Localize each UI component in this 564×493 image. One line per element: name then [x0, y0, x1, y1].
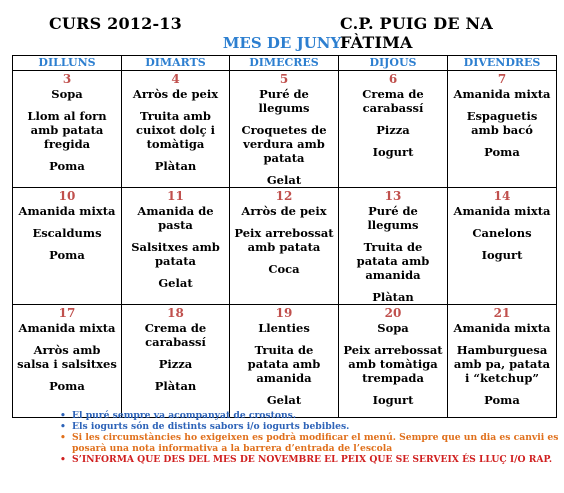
- dish-item: Amanida mixta: [453, 204, 551, 218]
- dish-item: Pizza: [376, 123, 410, 137]
- bullet-icon: •: [60, 410, 66, 421]
- weekday-header-row: [13, 56, 557, 71]
- day-number: 10: [58, 189, 76, 203]
- notes-list: [60, 410, 559, 465]
- day-cell: [448, 188, 557, 305]
- day-cell: [448, 305, 557, 418]
- week-row: [13, 188, 557, 305]
- dish-item: Poma: [49, 379, 85, 393]
- day-cell: [339, 188, 448, 305]
- dish-item: Crema de carabassí: [362, 87, 424, 115]
- note-text: Els iogurts són de distints sabors i/o iogurts bebibles.: [72, 421, 350, 432]
- dish-item: Llenties: [258, 321, 310, 335]
- note-line: [60, 432, 559, 443]
- dish-item: Sopa: [377, 321, 409, 335]
- dish-item: Truita de patata amb amanida: [247, 343, 321, 385]
- day-cell: [230, 71, 339, 188]
- day-number: 6: [388, 72, 398, 86]
- dish-item: Sopa: [51, 87, 83, 101]
- dish-item: Gelat: [266, 173, 302, 187]
- dish-item: Gelat: [266, 393, 302, 407]
- day-number: 21: [493, 306, 511, 320]
- dish-item: Iogurt: [481, 248, 523, 262]
- dish-item: Plàtan: [372, 290, 414, 304]
- note-line: [60, 410, 558, 421]
- dish-item: Poma: [49, 248, 85, 262]
- dish-item: Canelons: [472, 226, 532, 240]
- day-cell: [122, 71, 230, 188]
- dish-item: Escaldums: [32, 226, 102, 240]
- dish-item: Croquetes de verdura amb patata: [241, 123, 327, 165]
- note-line: [60, 421, 558, 432]
- week-row: [13, 71, 557, 188]
- note-text: S’INFORMA QUE DES DEL MES DE NOVEMBRE EL PEIX QUE SE SERVEIX ÉS LLUÇ I/O RAP.: [72, 454, 553, 465]
- dish-item: Amanida mixta: [18, 321, 116, 335]
- day-cell: [339, 71, 448, 188]
- note-line: [72, 443, 558, 454]
- day-number: 14: [493, 189, 511, 203]
- bullet-icon: •: [60, 454, 66, 465]
- dish-item: Puré de llegums: [367, 204, 419, 232]
- day-cell: [122, 305, 230, 418]
- weekday-header-dilluns: DILLUNS: [13, 56, 122, 71]
- day-number: 20: [384, 306, 402, 320]
- dish-item: Puré de llegums: [258, 87, 310, 115]
- dish-item: Amanida de pasta: [137, 204, 214, 232]
- dish-item: Truita de patata amb amanida: [356, 240, 430, 282]
- day-number: 3: [62, 72, 72, 86]
- day-cell: [230, 305, 339, 418]
- day-number: 12: [275, 189, 293, 203]
- day-cell: [13, 305, 122, 418]
- day-cell: [448, 71, 557, 188]
- dish-item: Arròs de peix: [132, 87, 219, 101]
- day-number: 19: [275, 306, 293, 320]
- dish-item: Arròs amb salsa i salsitxes: [17, 343, 117, 371]
- day-number: 11: [167, 189, 184, 203]
- day-number: 18: [167, 306, 184, 320]
- dish-item: Arròs de peix: [241, 204, 327, 218]
- week-row: [13, 305, 557, 418]
- dish-item: Plàtan: [154, 379, 197, 393]
- bullet-icon: •: [60, 432, 66, 443]
- day-cell: [13, 71, 122, 188]
- dish-item: Espaguetis amb bacó: [466, 109, 538, 137]
- dish-item: Iogurt: [372, 145, 414, 159]
- day-number: 13: [384, 189, 402, 203]
- dish-item: Peix arrebossat amb patata: [234, 226, 334, 254]
- weekday-header-divendres: DIVENDRES: [448, 56, 557, 71]
- school-name: C.P. PUIG DE NA FÀTIMA: [340, 14, 493, 52]
- dish-item: Amanida mixta: [453, 321, 551, 335]
- dish-item: Peix arrebossat amb tomàtiga trempada: [343, 343, 443, 385]
- day-number: 17: [58, 306, 76, 320]
- day-number: 4: [171, 72, 180, 86]
- day-cell: [230, 188, 339, 305]
- note-text: posarà una nota informativa a la barrera d’entrada de l’escola: [72, 443, 393, 454]
- dish-item: Amanida mixta: [453, 87, 551, 101]
- weekday-header-dimecres: DIMECRES: [230, 56, 339, 71]
- note-text: El puré sempre va acompanyat de crostons.: [72, 410, 297, 421]
- dish-item: Hamburguesa amb pa, patata i “ketchup”: [453, 343, 551, 385]
- bullet-icon: •: [60, 421, 66, 432]
- day-cell: [122, 188, 230, 305]
- course-title: CURS 2012-13: [49, 14, 182, 33]
- dish-item: Poma: [49, 159, 85, 173]
- dish-item: Poma: [484, 393, 520, 407]
- dish-item: Gelat: [158, 276, 193, 290]
- month-title: MES DE JUNY: [222, 34, 342, 52]
- weekday-header-dimarts: DIMARTS: [122, 56, 230, 71]
- dish-item: Llom al forn amb patata fregida: [27, 109, 107, 151]
- dish-item: Truita amb cuixot dolç i tomàtiga: [135, 109, 216, 151]
- day-cell: [339, 305, 448, 418]
- dish-item: Pizza: [158, 357, 193, 371]
- dish-item: Salsitxes amb patata: [131, 240, 220, 268]
- dish-item: Plàtan: [154, 159, 197, 173]
- dish-item: Iogurt: [372, 393, 414, 407]
- weekday-header-dijous: DIJOUS: [339, 56, 448, 71]
- note-line: [60, 454, 558, 465]
- dish-item: Coca: [268, 262, 300, 276]
- menu-table: [12, 55, 557, 418]
- dish-item: Crema de carabassí: [144, 321, 207, 349]
- day-number: 5: [279, 72, 289, 86]
- day-cell: [13, 188, 122, 305]
- dish-item: Poma: [484, 145, 520, 159]
- dish-item: Amanida mixta: [18, 204, 116, 218]
- note-text: Si les circumstàncies ho exigeixen es podrà modificar el menú. Sempre que un dia es canvii es: [72, 432, 559, 443]
- day-number: 7: [497, 72, 507, 86]
